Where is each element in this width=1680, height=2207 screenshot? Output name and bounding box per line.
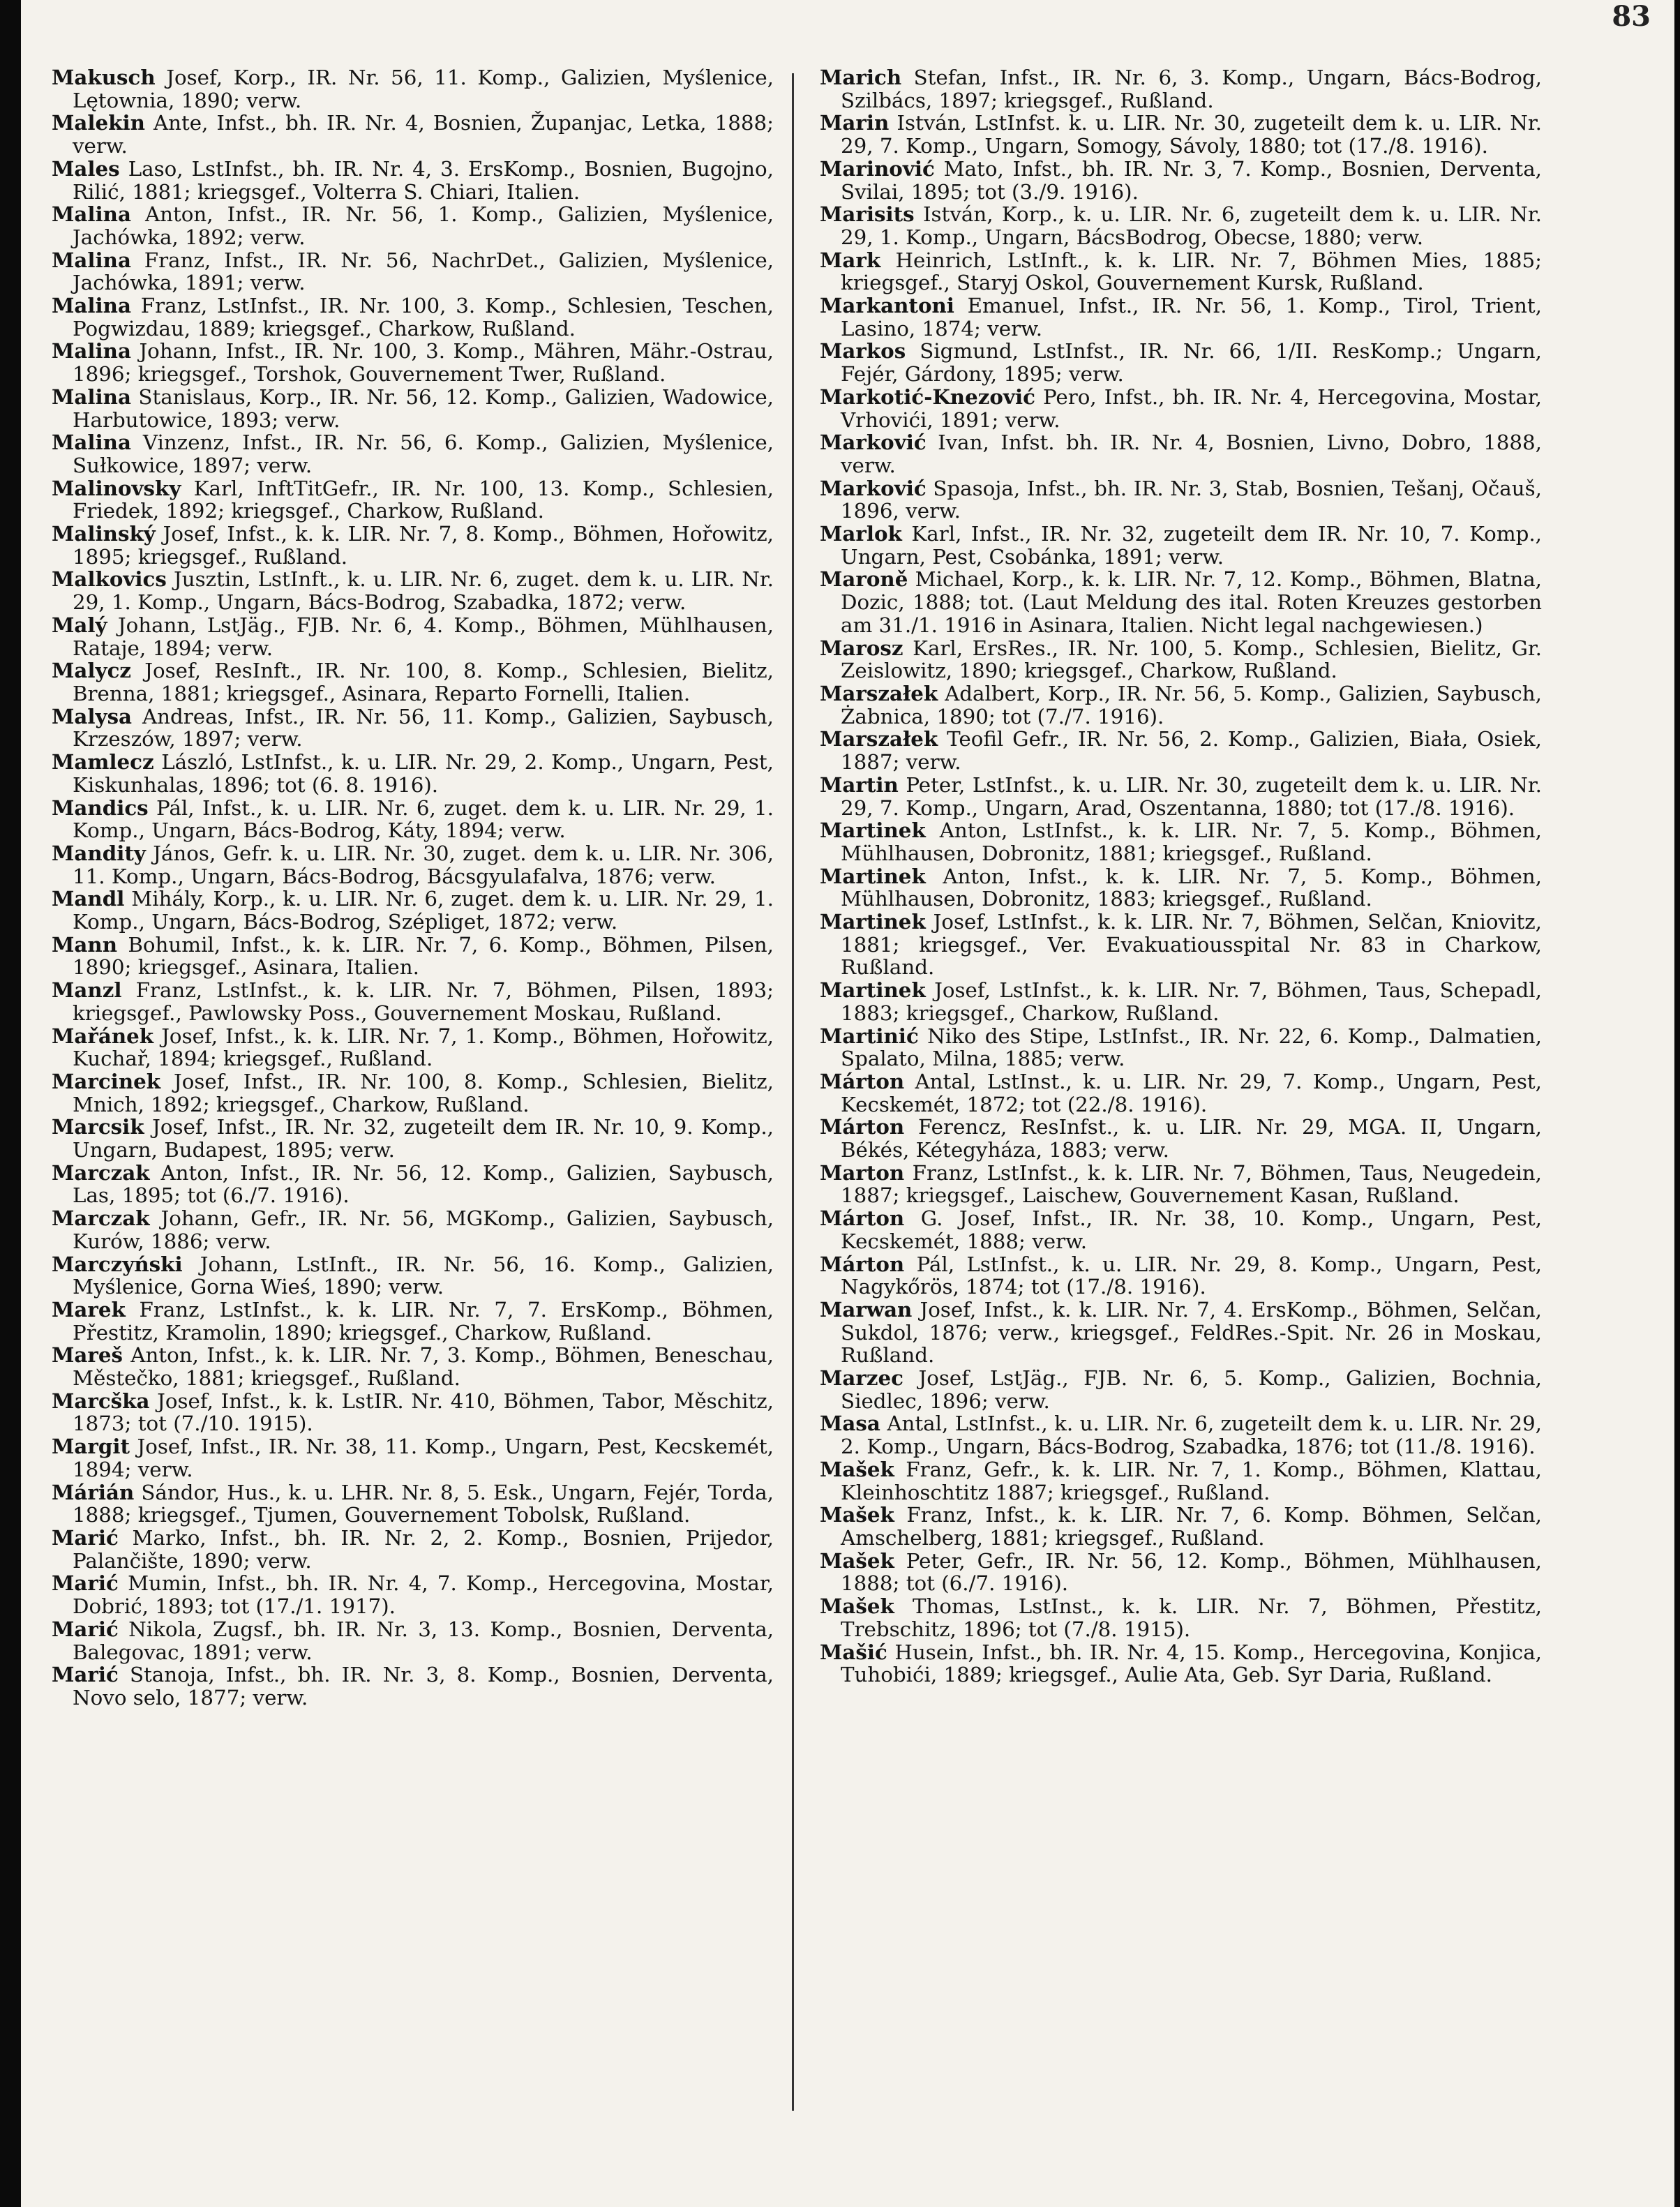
entry-surname: Malycz [52,658,132,683]
entry-surname: Malinovsky [52,475,181,500]
roll-entry [820,911,1542,979]
entry-surname: Martinek [820,909,926,934]
roll-entry [820,1504,1542,1549]
roll-entry [52,614,774,659]
entry-details: Andreas, Infst., IR. Nr. 56, 11. Komp., Galizien, Saybusch, Krzeszów, 1897; verw. [73,704,774,751]
roll-entry [52,523,774,568]
entry-details: Emanuel, Infst., IR. Nr. 56, 1. Komp., Tirol, Trient, Lasino, 1874; verw. [841,294,1542,341]
entry-details: Husein, Infst., bh. IR. Nr. 4, 15. Komp., Hercegovina, Konjica, Tuhobići, 1889; kriegsgef., Aulie Ata, Geb. Syr Daria, Rußland. [841,1640,1542,1687]
roll-entry [52,477,774,523]
entry-surname: Malina [52,338,131,364]
entry-details: Johann, LstInft., IR. Nr. 56, 16. Komp., Galizien, Myślenice, Gorna Wieś, 1890; verw. [73,1252,774,1299]
roll-entry [52,1527,774,1572]
roll-entry [52,1070,774,1116]
entry-details: Marko, Infst., bh. IR. Nr. 2, 2. Komp., Bosnien, Prijedor, Palančište, 1890; verw. [73,1526,774,1573]
entry-details: Pál, LstInfst., k. u. LIR. Nr. 29, 8. Komp., Ungarn, Pest, Nagykőrös, 1874; tot (17./8. 1916). [841,1252,1542,1299]
entry-surname: Malina [52,247,131,272]
entry-surname: Malkovics [52,567,167,592]
entry-details: Josef, Infst., k. k. LIR. Nr. 7, 4. ErsKomp., Böhmen, Selčan, Sukdol, 1876; verw., kriegsgef., FeldRes.-Spit. Nr. 26 in Moskau, Rußland. [841,1297,1542,1368]
roll-entry [52,1390,774,1435]
roll-entry [820,1070,1542,1116]
entry-surname: Maroně [820,567,908,592]
entry-details: Anton, Infst., IR. Nr. 56, 1. Komp., Galizien, Myślenice, Jachówka, 1892; verw. [73,202,774,249]
entry-details: Bohumil, Infst., k. k. LIR. Nr. 7, 6. Komp., Böhmen, Pilsen, 1890; kriegsgef., Asinara, Italien. [73,932,774,980]
roll-entry [52,1253,774,1299]
roll-entry [820,1296,1542,1368]
entry-details: Johann, Infst., IR. Nr. 100, 3. Komp., Mähren, Mähr.-Ostrau, 1896; kriegsgef., Torshok, Gouvernement Twer, Rußland. [73,339,774,387]
entry-details: Spasoja, Infst., bh. IR. Nr. 3, Stab, Bosnien, Tešanj, Očauš, 1896, verw. [841,476,1542,523]
entry-details: Sándor, Hus., k. u. LHR. Nr. 8, 5. Esk., Ungarn, Fejér, Torda, 1888; kriegsgef., Tjumen, Gouvernement Tobolsk, Rußland. [73,1480,774,1527]
roll-entry [52,1344,774,1389]
entry-details: Pál, Infst., k. u. LIR. Nr. 6, zuget. dem k. u. LIR. Nr. 29, 1. Komp., Ungarn, Bács-Bodrog, Káty, 1894; verw. [73,795,774,843]
entry-surname: Marcsik [52,1114,144,1139]
roll-entry [820,568,1542,636]
roll-entry [52,112,774,157]
roll-entry [820,1116,1542,1161]
entry-surname: Malina [52,430,131,455]
entry-details: Ferencz, ResInfst., k. u. LIR. Nr. 29, MGA. II, Ungarn, Békés, Kétegyháza, 1883; verw. [841,1115,1542,1162]
entry-details: Peter, Gefr., IR. Nr. 56, 12. Komp., Böhmen, Mühlhausen, 1888; tot (6./7. 1916). [841,1548,1542,1596]
roll-entry [52,659,774,705]
roll-entry [820,386,1542,431]
entry-surname: Mašek [820,1548,894,1573]
entry-details: Anton, Infst., IR. Nr. 56, 12. Komp., Galizien, Saybusch, Las, 1895; tot (6./7. 1916). [73,1160,774,1208]
entry-details: Karl, InftTitGefr., IR. Nr. 100, 13. Komp., Schlesien, Friedek, 1892; kriegsgef., Charkow, Rußland. [73,476,774,523]
roll-entry [820,728,1542,773]
entry-surname: Mandl [52,886,125,911]
entry-surname: Marlok [820,521,902,546]
roll-entry [820,682,1542,728]
entry-surname: Márton [820,1206,905,1231]
roll-entry [52,1116,774,1161]
entry-surname: Masa [820,1411,880,1436]
entry-details: Franz, Gefr., k. k. LIR. Nr. 7, 1. Komp., Böhmen, Klattau, Kleinhoschtitz 1887; kriegsgef., Rußland. [841,1457,1542,1504]
roll-entry [820,523,1542,568]
entry-details: Thomas, LstInst., k. k. LIR. Nr. 7, Böhmen, Přestitz, Trebschitz, 1896; tot (7./8. 1915). [841,1594,1542,1641]
entry-surname: Marić [52,1662,119,1687]
roll-entry [820,340,1542,385]
entry-details: Stefan, Infst., IR. Nr. 6, 3. Komp., Ungarn, Bács-Bodrog, Szilbács, 1897; kriegsgef., Rußland. [841,66,1542,112]
roll-entry [820,1412,1542,1458]
entry-details: Antal, LstInst., k. u. LIR. Nr. 29, 7. Komp., Ungarn, Pest, Kecskemét, 1872; tot (22./8. 1916). [841,1069,1542,1116]
entry-surname: Malina [52,202,131,227]
entry-surname: Mamlecz [52,749,154,775]
entry-surname: Martinek [820,818,926,843]
left-column [52,66,774,1710]
roll-entry [820,637,1542,682]
roll-entry [820,1025,1542,1070]
entry-surname: Marczak [52,1206,150,1231]
entry-details: Peter, LstInfst., k. u. LIR. Nr. 30, zugeteilt dem k. u. LIR. Nr. 29, 7. Komp., Ungarn, Arad, Oszentanna, 1880; tot (17./8. 1916). [841,772,1542,820]
entry-surname: Malý [52,612,107,637]
entry-surname: Mann [52,932,118,957]
entry-details: Sigmund, LstInfst., IR. Nr. 66, 1/II. ResKomp.; Ungarn, Fejér, Gárdony, 1895; verw. [841,339,1542,387]
roll-entry [52,1572,774,1617]
column-divider [792,73,794,2111]
entry-details: Nikola, Zugsf., bh. IR. Nr. 3, 13. Komp., Bosnien, Derventa, Balegovac, 1891; verw. [73,1617,774,1664]
roll-entry [52,294,774,340]
entry-details: Mato, Infst., bh. IR. Nr. 3, 7. Komp., Bosnien, Derventa, Svilai, 1895; tot (3./9. 1916). [841,156,1542,204]
document-page [21,0,1674,2207]
entry-surname: Marczak [52,1160,150,1185]
entry-details: Franz, LstInfst., k. k. LIR. Nr. 7, 7. ErsKomp., Böhmen, Přestitz, Kramolin, 1890; kriegsgef., Charkow, Rußland. [73,1297,774,1345]
entry-surname: Marwan [820,1296,913,1322]
roll-entry [52,888,774,933]
roll-entry [820,1253,1542,1299]
roll-entry [820,477,1542,523]
entry-details: Franz, Infst., k. k. LIR. Nr. 7, 6. Komp. Böhmen, Selčan, Amschelberg, 1881; kriegsgef., Rußland. [841,1503,1542,1550]
entry-details: Johann, LstJäg., FJB. Nr. 6, 4. Komp., Böhmen, Mühlhausen, Rataje, 1894; verw. [73,613,774,660]
roll-entry [820,979,1542,1024]
entry-surname: Márián [52,1479,135,1504]
entry-surname: Marić [52,1525,119,1550]
roll-entry [820,774,1542,819]
entry-surname: Markantoni [820,293,954,318]
roll-entry [52,1207,774,1252]
entry-surname: Marisits [820,202,915,227]
entry-details: János, Gefr. k. u. LIR. Nr. 30, zuget. dem k. u. LIR. Nr. 306, 11. Komp., Ungarn, Bács-Bodrog, Bácsgyulafalva, 1876; verw. [73,841,774,888]
roll-entry [52,568,774,613]
entry-details: Johann, Gefr., IR. Nr. 56, MGKomp., Galizien, Saybusch, Kurów, 1886; verw. [73,1206,774,1253]
entry-surname: Marin [820,110,890,135]
entry-surname: Martinek [820,978,926,1003]
entry-details: Laso, LstInfst., bh. IR. Nr. 4, 3. ErsKomp., Bosnien, Bugojno, Rilić, 1881; kriegsgef., Volterra S. Chiari, Italien. [73,156,774,204]
entry-surname: Mareš [52,1342,123,1368]
entry-surname: Márton [820,1114,905,1139]
roll-entry [820,819,1542,865]
roll-entry [52,1162,774,1207]
entry-details: Josef, LstJäg., FJB. Nr. 6, 5. Komp., Galizien, Bochnia, Siedlec, 1896; verw. [841,1366,1542,1413]
roll-entry [52,249,774,294]
right-column [820,66,1542,1686]
entry-details: Pero, Infst., bh. IR. Nr. 4, Hercegovina, Mostar, Vrhovići, 1891; verw. [841,384,1542,432]
entry-details: Josef, Infst., k. k. LIR. Nr. 7, 1. Komp., Böhmen, Hořowitz, Kuchař, 1894; kriegsgef., Rußland. [73,1024,774,1071]
entry-surname: Marich [820,65,902,89]
entry-surname: Manzl [52,978,122,1003]
roll-entry [820,431,1542,477]
entry-surname: Marković [820,430,927,455]
entry-surname: Marić [52,1571,119,1596]
entry-details: Karl, ErsRes., IR. Nr. 100, 5. Komp., Schlesien, Bielitz, Gr. Zeislowitz, 1890; kriegsgef., Charkow, Rußland. [841,636,1542,683]
entry-surname: Martinek [820,863,926,888]
roll-entry [820,865,1542,911]
entry-surname: Marosz [820,635,903,660]
entry-details: Mumin, Infst., bh. IR. Nr. 4, 7. Komp., Hercegovina, Mostar, Dobrić, 1893; tot (17./1. 1917). [73,1571,774,1619]
entry-details: Stanislaus, Korp., IR. Nr. 56, 12. Komp., Galizien, Wadowice, Harbutowice, 1893; verw. [73,384,774,432]
entry-details: Ivan, Infst. bh. IR. Nr. 4, Bosnien, Livno, Dobro, 1888, verw. [841,431,1542,477]
entry-surname: Marić [52,1616,119,1641]
entry-surname: Marszałek [820,726,938,751]
entry-details: Karl, Infst., IR. Nr. 32, zugeteilt dem IR. Nr. 10, 7. Komp., Ungarn, Pest, Csobánka, 1891; verw. [841,522,1542,569]
entry-details: Ante, Infst., bh. IR. Nr. 4, Bosnien, Županjac, Letka, 1888; verw. [73,111,774,158]
entry-details: Stanoja, Infst., bh. IR. Nr. 3, 8. Komp., Bosnien, Derventa, Novo selo, 1877; verw. [73,1663,774,1710]
entry-details: István, LstInfst. k. u. LIR. Nr. 30, zugeteilt dem k. u. LIR. Nr. 29, 7. Komp., Ungarn, Somogy, Sávoly, 1880; tot (17./8. 1916). [841,111,1542,158]
roll-entry [52,386,774,431]
entry-details: Anton, Infst., k. k. LIR. Nr. 7, 5. Komp., Böhmen, Mühlhausen, Dobronitz, 1883; kriegsgef., Rußland. [841,864,1542,911]
entry-surname: Marcinek [52,1068,161,1093]
entry-surname: Marczyński [52,1251,183,1276]
entry-details: Teofil Gefr., IR. Nr. 56, 2. Komp., Galizien, Biała, Osiek, 1887; verw. [841,727,1542,775]
roll-entry [820,158,1542,203]
entry-surname: Malinský [52,521,156,546]
entry-surname: Males [52,156,120,181]
entry-details: Antal, LstInfst., k. u. LIR. Nr. 6, zugeteilt dem k. u. LIR. Nr. 29, 2. Komp., Ungarn, Bács-Bodrog, Szabadka, 1876; tot (11./8. 1916). [841,1412,1542,1459]
entry-details: Franz, LstInfst., IR. Nr. 100, 3. Komp., Schlesien, Teschen, Pogwizdau, 1889; kriegsgef., Charkow, Rußland. [73,294,774,341]
entry-surname: Martin [820,772,899,797]
roll-entry [820,112,1542,157]
roll-entry [52,1481,774,1527]
roll-entry [820,1207,1542,1252]
roll-entry [52,1025,774,1070]
entry-details: Anton, LstInfst., k. k. LIR. Nr. 7, 5. Komp., Böhmen, Mühlhausen, Dobronitz, 1881; kriegsgef., Rußland. [841,818,1542,865]
entry-details: Josef, LstInfst., k. k. LIR. Nr. 7, Böhmen, Selčan, Kniovitz, 1881; kriegsgef., Ver. Evakuatiousspital Nr. 83 in Charkow, Rußland. [841,910,1542,980]
roll-entry [820,66,1542,112]
entry-surname: Markos [820,338,906,364]
entry-details: László, LstInfst., k. u. LIR. Nr. 29, 2. Komp., Ungarn, Pest, Kiskunhalas, 1896; tot (6. 8. 1916). [73,750,774,797]
entry-surname: Mašek [820,1594,894,1619]
entry-surname: Mandics [52,795,149,820]
entry-surname: Malina [52,384,131,409]
entry-details: Josef, ResInft., IR. Nr. 100, 8. Komp., Schlesien, Bielitz, Brenna, 1881; kriegsgef., Asinara, Reparto Fornelli, Italien. [73,659,774,705]
entry-surname: Malekin [52,110,145,135]
entry-surname: Marek [52,1296,126,1322]
roll-entry [52,842,774,888]
page-number: 83 [1612,0,1651,33]
entry-surname: Marszałek [820,680,938,705]
entry-details: Franz, LstInfst., k. k. LIR. Nr. 7, Böhmen, Taus, Neugedein, 1887; kriegsgef., Laischew, Gouvernement Kasan, Rußland. [841,1160,1542,1208]
entry-surname: Márton [820,1251,905,1276]
entry-details: Josef, Infst., k. k. LIR. Nr. 7, 8. Komp., Böhmen, Hořowitz, 1895; kriegsgef., Rußland. [73,522,774,569]
roll-entry [52,751,774,796]
roll-entry [820,294,1542,340]
entry-surname: Mandity [52,840,146,865]
roll-entry [52,705,774,751]
entry-details: István, Korp., k. u. LIR. Nr. 6, zugeteilt dem k. u. LIR. Nr. 29, 1. Komp., Ungarn, BácsBodrog, Obecse, 1880; verw. [841,202,1542,249]
entry-surname: Malysa [52,703,133,728]
entry-details: Vinzenz, Infst., IR. Nr. 56, 6. Komp., Galizien, Myślenice, Sułkowice, 1897; verw. [73,431,774,477]
entry-surname: Marcška [52,1388,150,1413]
entry-surname: Mašek [820,1456,894,1481]
roll-entry [52,340,774,385]
roll-entry [820,1550,1542,1595]
entry-details: Mihály, Korp., k. u. LIR. Nr. 6, zuget. dem k. u. LIR. Nr. 29, 1. Komp., Ungarn, Bács-Bodrog, Szépliget, 1872; verw. [73,887,774,934]
entry-surname: Marton [820,1160,905,1185]
roll-entry [820,203,1542,248]
entry-details: Josef, Korp., IR. Nr. 56, 11. Komp., Galizien, Myślenice, Lętownia, 1890; verw. [73,66,774,112]
entry-surname: Mašek [820,1502,894,1527]
roll-entry [52,1663,774,1709]
entry-details: Josef, Infst., IR. Nr. 38, 11. Komp., Ungarn, Pest, Kecskemét, 1894; verw. [73,1435,774,1481]
entry-details: Heinrich, LstInft., k. k. LIR. Nr. 7, Böhmen Mies, 1885; kriegsgef., Staryj Oskol, Gouvernement Kursk, Rußland. [841,248,1542,295]
roll-entry [820,249,1542,294]
roll-entry [52,797,774,842]
entry-details: Josef, Infst., k. k. LstIR. Nr. 410, Böhmen, Tabor, Měschitz, 1873; tot (7./10. 1915). [73,1389,774,1436]
roll-entry [52,158,774,203]
entry-surname: Márton [820,1068,905,1093]
roll-entry [820,1162,1542,1207]
entry-surname: Marinović [820,156,935,181]
entry-surname: Markotić-Knezović [820,384,1035,409]
roll-entry [52,66,774,112]
entry-surname: Marzec [820,1366,903,1391]
entry-details: G. Josef, Infst., IR. Nr. 38, 10. Komp., Ungarn, Pest, Kecskemét, 1888; verw. [841,1206,1542,1253]
entry-surname: Marković [820,475,927,500]
entry-details: Josef, Infst., IR. Nr. 32, zugeteilt dem IR. Nr. 10, 9. Komp., Ungarn, Budapest, 1895; verw. [73,1115,774,1162]
entry-surname: Mařánek [52,1023,154,1048]
entry-details: Josef, LstInfst., k. k. LIR. Nr. 7, Böhmen, Taus, Schepadl, 1883; kriegsgef., Charkow, Rußland. [841,978,1542,1025]
entry-details: Franz, Infst., IR. Nr. 56, NachrDet., Galizien, Myślenice, Jachówka, 1891; verw. [73,248,774,295]
roll-entry [820,1458,1542,1504]
entry-surname: Martinić [820,1023,919,1048]
roll-entry [52,431,774,477]
roll-entry [52,1296,774,1345]
roll-entry [820,1367,1542,1412]
entry-details: Anton, Infst., k. k. LIR. Nr. 7, 3. Komp., Böhmen, Beneschau, Městečko, 1881; kriegsgef., Rußland. [73,1343,774,1391]
entry-details: Adalbert, Korp., IR. Nr. 56, 5. Komp., Galizien, Saybusch, Żabnica, 1890; tot (7./7. 1916). [841,681,1542,728]
roll-entry [820,1641,1542,1686]
entry-details: Franz, LstInfst., k. k. LIR. Nr. 7, Böhmen, Pilsen, 1893; kriegsgef., Pawlowsky Poss., Gouvernement Moskau, Rußland. [73,978,774,1025]
entry-surname: Makusch [52,65,156,89]
roll-entry [52,1435,774,1481]
entry-details: Josef, Infst., IR. Nr. 100, 8. Komp., Schlesien, Bielitz, Mnich, 1892; kriegsgef., Charkow, Rußland. [73,1069,774,1116]
roll-entry [52,979,774,1024]
entry-surname: Mašić [820,1639,887,1664]
entry-details: Jusztin, LstInft., k. u. LIR. Nr. 6, zuget. dem k. u. LIR. Nr. 29, 1. Komp., Ungarn, Bács-Bodrog, Szabadka, 1872; verw. [73,567,774,615]
roll-entry [52,203,774,248]
roll-entry [52,934,774,979]
entry-surname: Margit [52,1434,130,1459]
entry-surname: Malina [52,293,131,318]
entry-surname: Mark [820,247,881,272]
entry-details: Michael, Korp., k. k. LIR. Nr. 7, 12. Komp., Böhmen, Blatna, Dozic, 1888; tot. (Laut Meldung des ital. Roten Kreuzes gestorben am 31./1. 1916 in Asinara, Italien. Nicht legal nachgewiesen.) [841,567,1542,637]
roll-entry [52,1618,774,1663]
roll-entry [820,1595,1542,1640]
entry-details: Niko des Stipe, LstInfst., IR. Nr. 22, 6. Komp., Dalmatien, Spalato, Milna, 1885; verw. [841,1024,1542,1071]
